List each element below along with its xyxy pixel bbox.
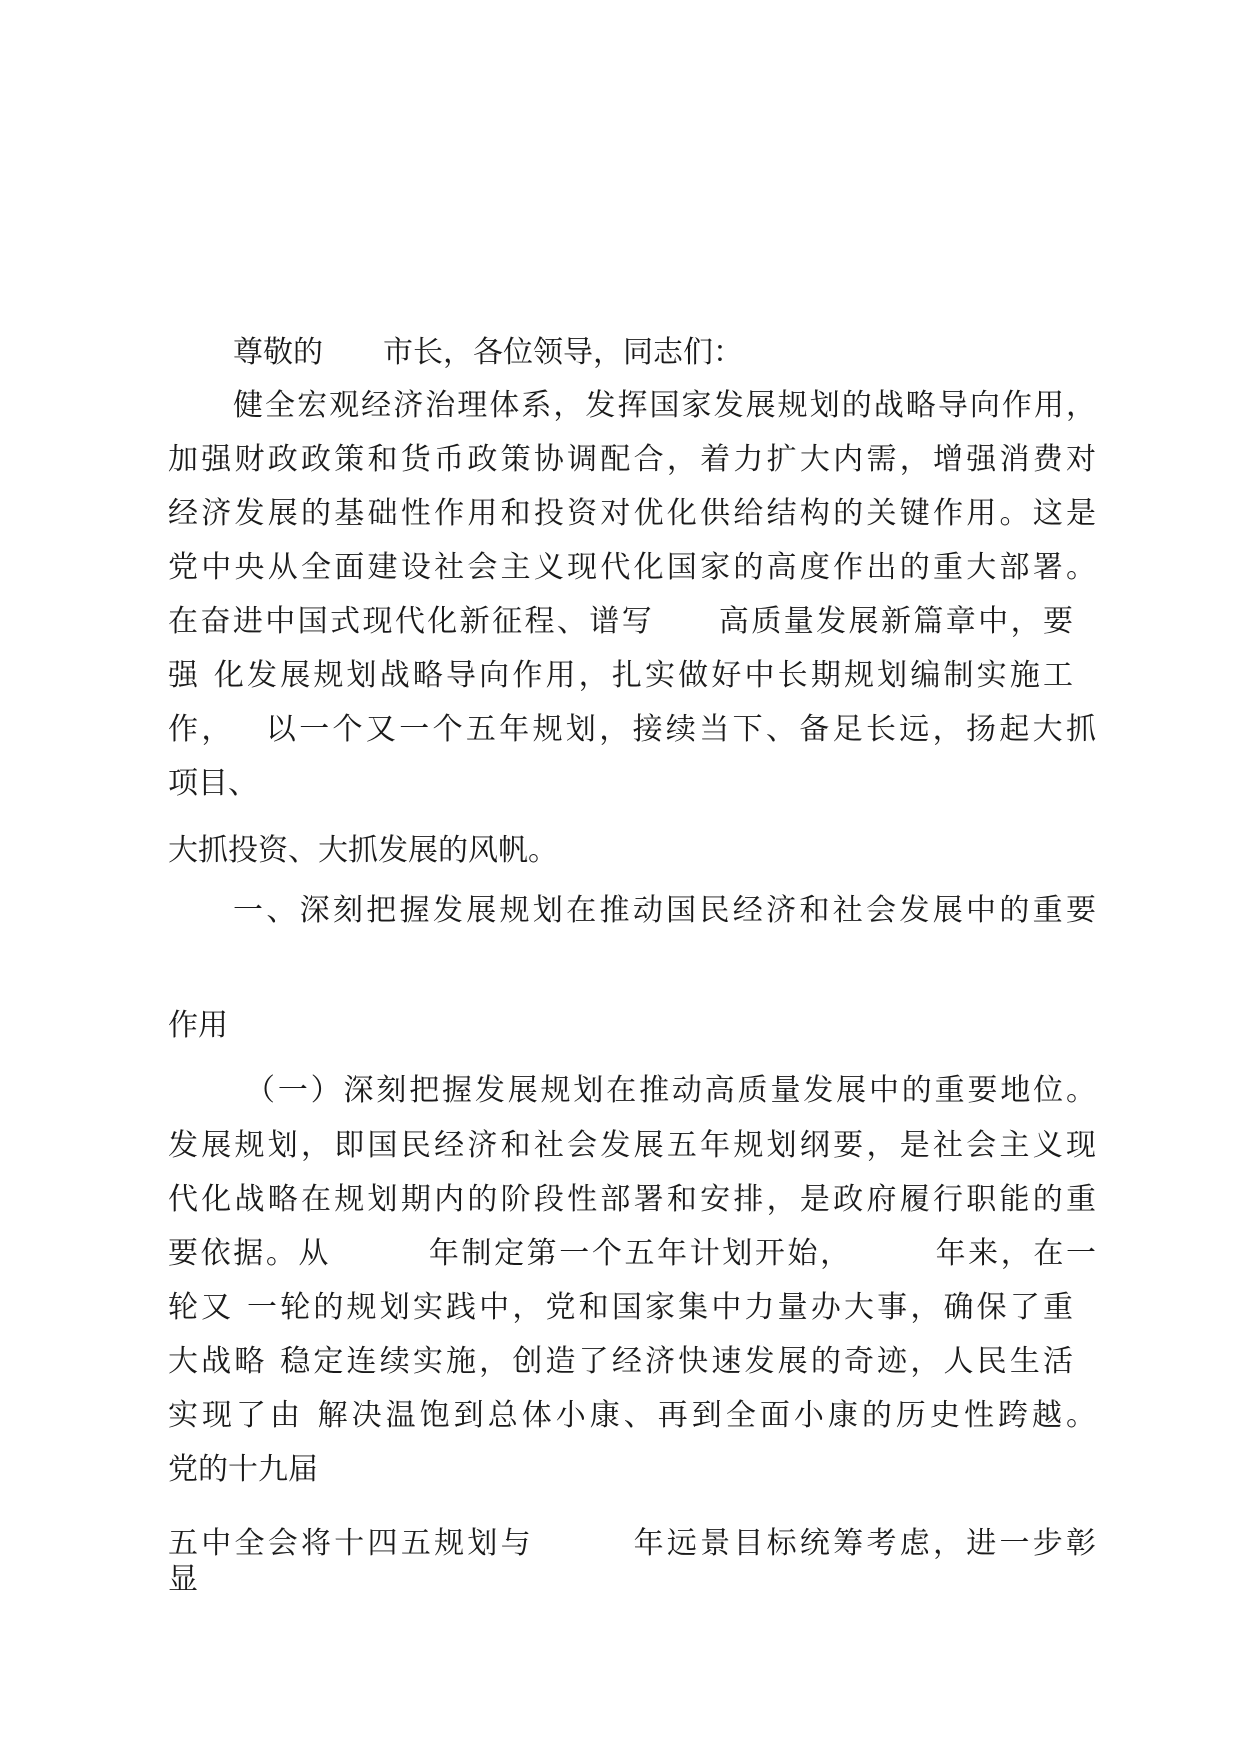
paragraph-line: 强 化发展规划战略导向作用，扎实做好中长期规划编制实施工 [168, 658, 1073, 693]
paragraph-line: 要依据。从 年制定第一个五年计划开始， 年来，在一 [168, 1236, 1096, 1271]
paragraph-line: 健全宏观经济治理体系，发挥国家发展规划的战略导向作用， [233, 388, 1096, 423]
subsection-heading-line: （一）深刻把握发展规划在推动高质量发展中的重要地位。 [245, 1073, 1096, 1108]
paragraph-line: 党中央从全面建设社会主义现代化国家的高度作出的重大部署。 [168, 550, 1096, 585]
paragraph-line: 五中全会将十四五规划与 年远景目标统筹考虑，进一步彰 [168, 1526, 1096, 1561]
paragraph-line: 党的十九届 [168, 1452, 318, 1487]
paragraph-line: 大抓投资、大抓发展的风帆。 [168, 833, 558, 868]
paragraph-line: 轮又 一轮的规划实践中，党和国家集中力量办大事，确保了重 [168, 1290, 1073, 1325]
salutation-line: 尊敬的 市长，各位领导，同志们： [233, 335, 743, 370]
paragraph-line: 加强财政政策和货币政策协调配合，着力扩大内需，增强消费对 [168, 442, 1096, 477]
paragraph-line: 项目、 [168, 766, 258, 801]
section-heading-line: 作用 [168, 1008, 228, 1043]
section-heading-line: 一、深刻把握发展规划在推动国民经济和社会发展中的重要 [233, 893, 1096, 928]
paragraph-line: 作， 以一个又一个五年规划，接续当下、备足长远，扬起大抓 [168, 712, 1096, 747]
paragraph-line: 代化战略在规划期内的阶段性部署和安排，是政府履行职能的重 [168, 1182, 1096, 1217]
paragraph-line: 大战略 稳定连续实施，创造了经济快速发展的奇迹，人民生活 [168, 1344, 1073, 1379]
paragraph-line: 经济发展的基础性作用和投资对优化供给结构的关键作用。这是 [168, 496, 1096, 531]
paragraph-line: 实现了由 解决温饱到总体小康、再到全面小康的历史性跨越。 [168, 1398, 1096, 1433]
paragraph-line: 在奋进中国式现代化新征程、谱写 高质量发展新篇章中，要 [168, 604, 1073, 639]
paragraph-line: 发展规划，即国民经济和社会发展五年规划纲要，是社会主义现 [168, 1128, 1096, 1163]
paragraph-line: 显 [168, 1562, 198, 1597]
